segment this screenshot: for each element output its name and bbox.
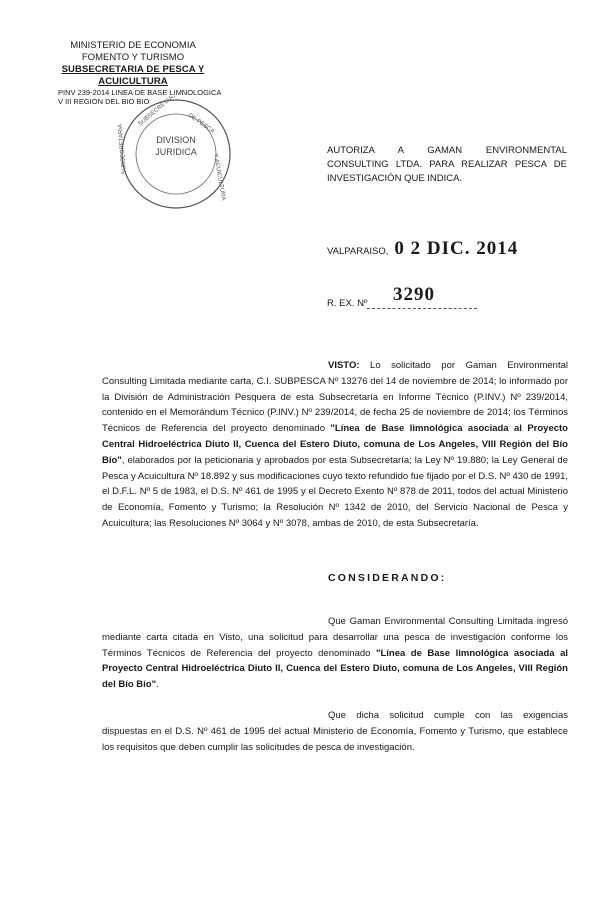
division-juridica-seal (118, 96, 234, 212)
date-stamp: 0 2 DIC. 2014 (394, 238, 519, 259)
reference-line-1: PINV 239-2014 LINEA DE BASE LIMNOLOGICA (58, 88, 222, 97)
place-label: VALPARAISO, (327, 246, 389, 257)
visto-project-name: "Línea de Base limnológica asociada al Proyecto Central Hidroeléctrica Diuto II, Cuenca del Estero Diuto, comuna de Los Angeles, VIII Región del Bío Bío" (102, 423, 568, 466)
place-date-line (327, 238, 567, 260)
resolution-number-line (327, 286, 567, 310)
svg-text:DE PESCA: DE PESCA (186, 112, 216, 136)
rex-label: R. EX. Nº (327, 298, 368, 309)
rex-underline (367, 308, 477, 309)
visto-text-1: Lo solicitado por Gaman Environmental Consulting Limitada mediante carta, C.I. SUBPESCA Nº 13276 del 14 de noviembre de 2014; lo informado por la División de Administración Pesquera de esta Subsecretaría en Informe Técnico (P.INV.) Nº 239/2014, contenido en el Memorándum Técnico (P.INV.) Nº 239/2014, de fecha 25 de noviembre de 2014; los Términos Técnicos de Referencia del proyecto denominado (102, 360, 568, 435)
considerando-p1-text-1: Que Gaman Environmental Consulting Limitada ingresó mediante carta citada en Visto, una solicitud para desarrollar una pesca de investigación conforme los Términos Técnicos de Referencia del proyecto denominado (102, 616, 568, 659)
resolution-title: AUTORIZA A GAMAN ENVIRONMENTAL CONSULTING LTDA. PARA REALIZAR PESCA DE INVESTIGACIÓN QUE INDICA. (327, 145, 567, 184)
visto-paragraph (102, 358, 568, 532)
rex-number: 3290 (393, 284, 435, 305)
considerando-paragraph-1 (102, 614, 568, 693)
ministry-name-2: FOMENTO Y TURISMO (81, 52, 185, 63)
subsecretaria-name: SUBSECRETARIA DE PESCA Y ACUICULTURA (61, 64, 205, 87)
visto-label: VISTO: (328, 360, 360, 371)
svg-text:Y ACUICULTURA: Y ACUICULTURA (212, 153, 227, 202)
considerando-paragraph-2: Que dicha solicitud cumple con las exigencias dispuestas en el D.S. Nº 461 de 1995 del actual Ministerio de Economía, Fomento y Turismo, que establece los requisitos que deben cumplir las solicitudes de pesca de investigación. (102, 710, 568, 753)
considerando-p1-project-name: "Línea de Base limnológica asociada al Proyecto Central Hidroeléctrica Diuto II, Cuenca del Estero Diuto, comuna de Los Angeles, VIII Región del Bío Bío" (102, 647, 569, 691)
svg-text:SUBSECRETARIA: SUBSECRETARIA (137, 96, 180, 128)
ministry-name: MINISTERIO DE ECONOMIA (70, 40, 196, 51)
seal-center (146, 134, 206, 158)
letterhead (38, 40, 228, 88)
considerando-p1-text-2: . (156, 679, 159, 691)
seal-center-line-2: JURIDICA (155, 147, 197, 157)
visto-text-2: , elaborados por la peticionaria y aprobados por esta Subsecretaría; la Ley Nº 19.880; la Ley General de Pesca y Acuicultura Nº 18.892 y sus modificaciones cuyo texto refundido fue fijado por el D.S. Nº 430 de 1991, el D.F.L. Nº 5 de 1983, el D.S. Nº 461 de 1995 y el Decreto Exento Nº 878 de 2011, todos del actual Ministerio de Economía, Fomento y Turismo; la Resolución Nº 1342 de 2010, del Servicio Nacional de Pesca y Acuicultura; las Resoluciones Nº 3064 y Nº 3078, ambas de 2010, de esta Subsecretaría. (102, 454, 568, 529)
svg-text:SUBSECRETARIA: SUBSECRETARIA (118, 123, 128, 175)
seal-center-line-1: DIVISION (156, 135, 196, 145)
reference-line-2: V III REGION DEL BIO BIO (58, 97, 150, 106)
considerando-heading: CONSIDERANDO: (328, 572, 447, 584)
